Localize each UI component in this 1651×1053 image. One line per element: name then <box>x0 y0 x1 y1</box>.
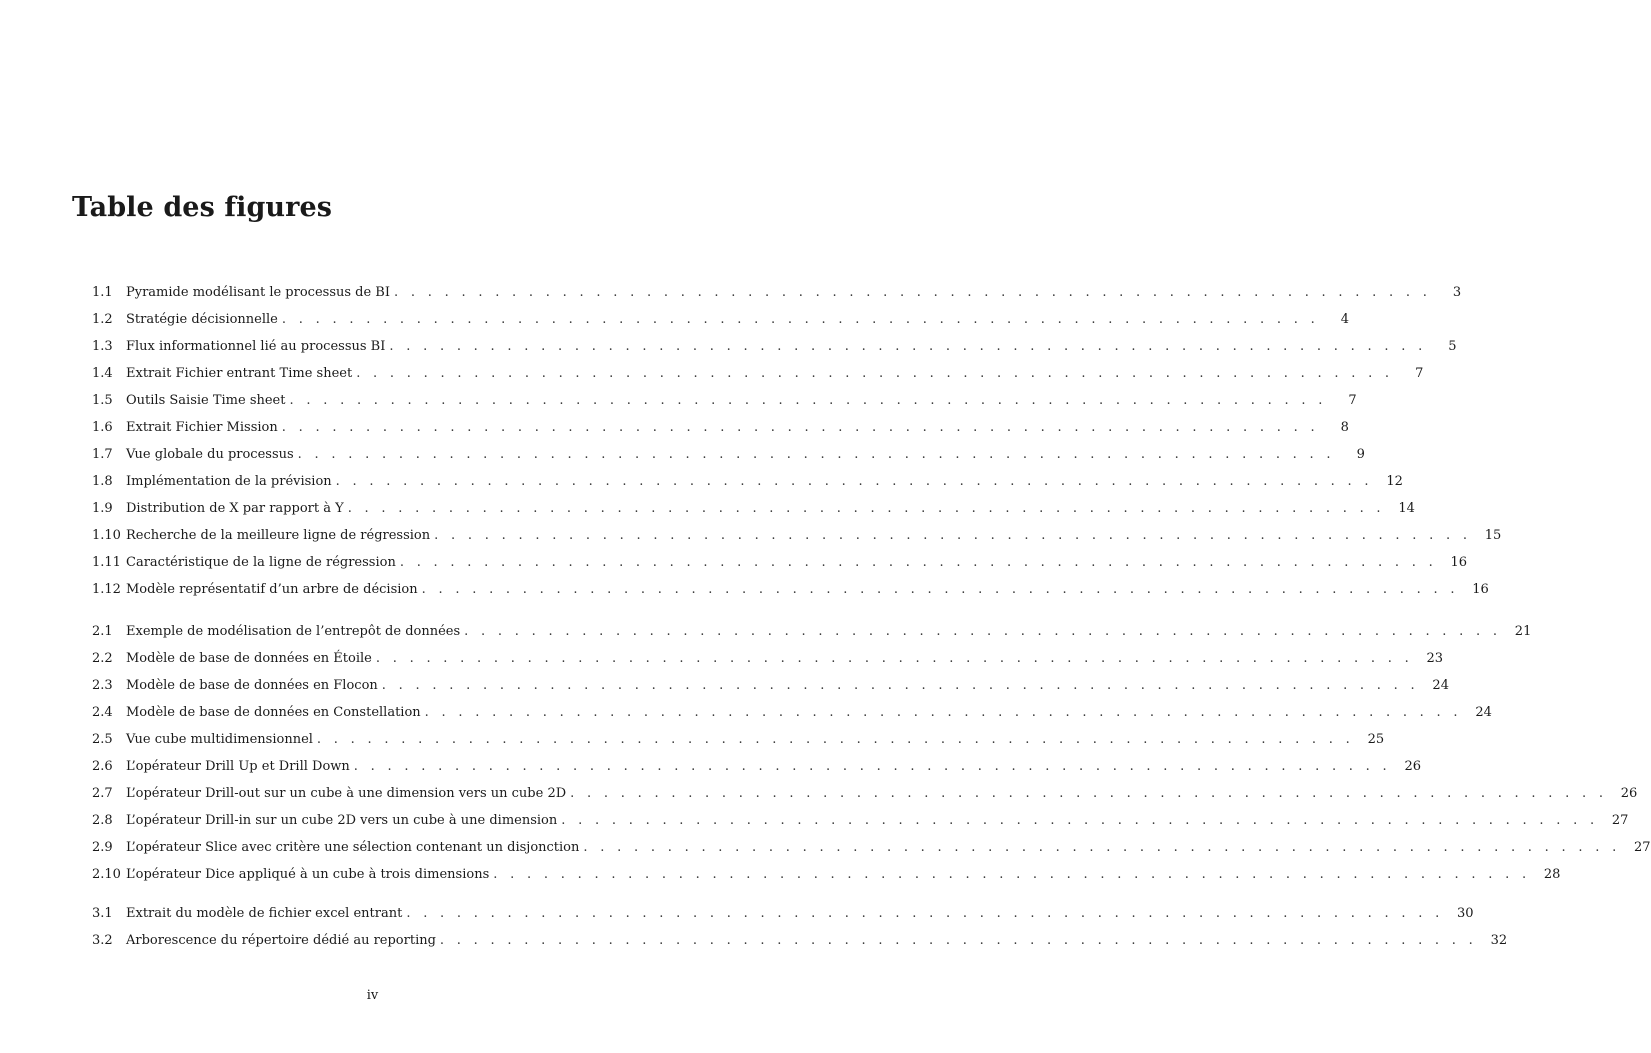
toc-entry[interactable] <box>92 931 1508 951</box>
figure-title: Extrait du modèle de fichier excel entrant <box>126 906 403 921</box>
figure-number: 1.6 <box>92 420 113 435</box>
dot-leader <box>389 337 1426 357</box>
figure-title: Outils Saisie Time sheet <box>126 393 286 408</box>
figure-number: 3.1 <box>92 906 113 921</box>
toc-entry[interactable] <box>92 580 1489 600</box>
toc-entry[interactable] <box>92 310 1350 330</box>
toc-entry[interactable] <box>92 904 1474 924</box>
figure-page-number: 26 <box>1404 759 1421 774</box>
figure-number: 2.3 <box>92 678 113 693</box>
dot-leader <box>583 838 1620 858</box>
dot-leader <box>356 364 1393 384</box>
dot-leader <box>354 757 1391 777</box>
figure-page-number: 21 <box>1514 624 1532 639</box>
figure-number: 1.3 <box>92 339 113 354</box>
figure-title: Extrait Fichier Mission <box>126 420 278 435</box>
figure-title: L’opérateur Dice appliqué à un cube à trois dimensions <box>126 867 490 882</box>
dot-leader <box>336 472 1373 492</box>
figure-page-number: 14 <box>1398 501 1415 516</box>
figure-page-number: 15 <box>1484 528 1502 543</box>
figure-number: 1.8 <box>92 474 113 489</box>
figure-page-number: 3 <box>1452 285 1462 300</box>
figure-title: Caractéristique de la ligne de régression <box>126 555 396 570</box>
figure-number: 2.6 <box>92 759 113 774</box>
toc-entry[interactable] <box>92 730 1385 750</box>
figure-number: 2.1 <box>92 624 113 639</box>
figure-title: Distribution de X par rapport à Y <box>126 501 344 516</box>
figure-title: Modèle représentatif d’un arbre de décision <box>126 582 418 597</box>
figure-title: Recherche de la meilleure ligne de régression <box>126 528 431 543</box>
toc-entry[interactable] <box>92 526 1502 546</box>
page-title: Table des figures <box>72 192 333 223</box>
figure-number: 1.12 <box>92 582 121 597</box>
toc-entry[interactable] <box>92 553 1468 573</box>
figure-number: 1.1 <box>92 285 113 300</box>
dot-leader <box>289 391 1326 411</box>
dot-leader <box>394 283 1431 303</box>
dot-leader <box>317 730 1354 750</box>
figure-title: L’opérateur Drill-in sur un cube 2D vers un cube à une dimension <box>126 813 558 828</box>
figure-page-number: 27 <box>1611 813 1629 828</box>
figure-title: Pyramide modélisant le processus de BI <box>126 285 390 300</box>
figure-number: 1.2 <box>92 312 113 327</box>
figure-page-number: 16 <box>1450 555 1468 570</box>
dot-leader <box>464 622 1501 642</box>
figure-page-number: 28 <box>1543 867 1561 882</box>
dot-leader <box>406 904 1443 924</box>
toc-entry[interactable] <box>92 622 1532 642</box>
figure-number: 1.9 <box>92 501 113 516</box>
figure-title: Implémentation de la prévision <box>126 474 332 489</box>
figure-page-number: 4 <box>1340 312 1350 327</box>
toc-entry[interactable] <box>92 472 1403 492</box>
figure-page-number: 16 <box>1472 582 1489 597</box>
dot-leader <box>382 676 1419 696</box>
toc-entry[interactable] <box>92 865 1561 885</box>
figure-page-number: 30 <box>1456 906 1474 921</box>
figure-page-number: 5 <box>1448 339 1457 354</box>
figure-title: Modèle de base de données en Constellation <box>126 705 421 720</box>
dot-leader <box>422 580 1459 600</box>
toc-entry[interactable] <box>92 445 1365 465</box>
dot-leader <box>561 811 1598 831</box>
figure-title: L’opérateur Drill-out sur un cube à une dimension vers un cube 2D <box>126 786 567 801</box>
figure-page-number: 23 <box>1426 651 1444 666</box>
toc-entry[interactable] <box>92 703 1492 723</box>
figure-title: Exemple de modélisation de l’entrepôt de données <box>126 624 461 639</box>
dot-leader <box>434 526 1471 546</box>
figure-number: 2.4 <box>92 705 113 720</box>
toc-entry[interactable] <box>92 337 1457 357</box>
figure-number: 2.7 <box>92 786 113 801</box>
figure-title: Arborescence du répertoire dédié au reporting <box>126 933 436 948</box>
toc-entry[interactable] <box>92 391 1357 411</box>
figure-title: Vue cube multidimensionnel <box>126 732 313 747</box>
toc-entry[interactable] <box>92 283 1462 303</box>
figure-number: 2.9 <box>92 840 113 855</box>
dot-leader <box>282 310 1319 330</box>
figure-number: 1.10 <box>92 528 121 543</box>
figure-number: 1.7 <box>92 447 113 462</box>
figure-number: 2.2 <box>92 651 113 666</box>
figure-page-number: 8 <box>1340 420 1349 435</box>
toc-entry[interactable] <box>92 676 1449 696</box>
figure-title: Vue globale du processus <box>126 447 294 462</box>
figure-page-number: 12 <box>1386 474 1403 489</box>
figure-title: Modèle de base de données en Étoile <box>126 651 372 666</box>
toc-entry[interactable] <box>92 364 1424 384</box>
figure-title: L’opérateur Drill Up et Drill Down <box>126 759 350 774</box>
figure-number: 2.5 <box>92 732 113 747</box>
figure-page-number: 7 <box>1415 366 1424 381</box>
figure-number: 1.4 <box>92 366 113 381</box>
figure-page-number: 24 <box>1432 678 1449 693</box>
dot-leader <box>425 703 1462 723</box>
figure-title: Extrait Fichier entrant Time sheet <box>126 366 353 381</box>
dot-leader <box>282 418 1319 438</box>
figure-page-number: 26 <box>1620 786 1638 801</box>
toc-entry[interactable] <box>92 757 1421 777</box>
figure-number: 3.2 <box>92 933 113 948</box>
figure-page-number: 9 <box>1356 447 1365 462</box>
toc-entry[interactable] <box>92 784 1638 804</box>
dot-leader <box>493 865 1530 885</box>
figure-page-number: 27 <box>1634 840 1651 855</box>
figure-number: 2.8 <box>92 813 113 828</box>
toc-entry[interactable] <box>92 418 1349 438</box>
figure-page-number: 24 <box>1475 705 1492 720</box>
toc-entry[interactable] <box>92 649 1444 669</box>
dot-leader <box>400 553 1437 573</box>
figure-number: 2.10 <box>92 867 121 882</box>
figure-number: 1.5 <box>92 393 113 408</box>
page-number: iv <box>366 988 379 1003</box>
figure-title: Flux informationnel lié au processus BI <box>126 339 386 354</box>
figure-page-number: 32 <box>1490 933 1508 948</box>
figure-title: L’opérateur Slice avec critère une sélection contenant un disjonction <box>126 840 580 855</box>
toc-entry[interactable] <box>92 838 1651 858</box>
dot-leader <box>376 649 1413 669</box>
toc-entry[interactable] <box>92 499 1415 519</box>
figure-page-number: 7 <box>1348 393 1357 408</box>
figure-title: Modèle de base de données en Flocon <box>126 678 378 693</box>
dot-leader <box>570 784 1607 804</box>
dot-leader <box>298 445 1335 465</box>
toc-entry[interactable] <box>92 811 1629 831</box>
figure-page-number: 25 <box>1367 732 1385 747</box>
figure-title: Stratégie décisionnelle <box>126 312 278 327</box>
dot-leader <box>348 499 1385 519</box>
dot-leader <box>440 931 1477 951</box>
figure-number: 1.11 <box>92 555 121 570</box>
